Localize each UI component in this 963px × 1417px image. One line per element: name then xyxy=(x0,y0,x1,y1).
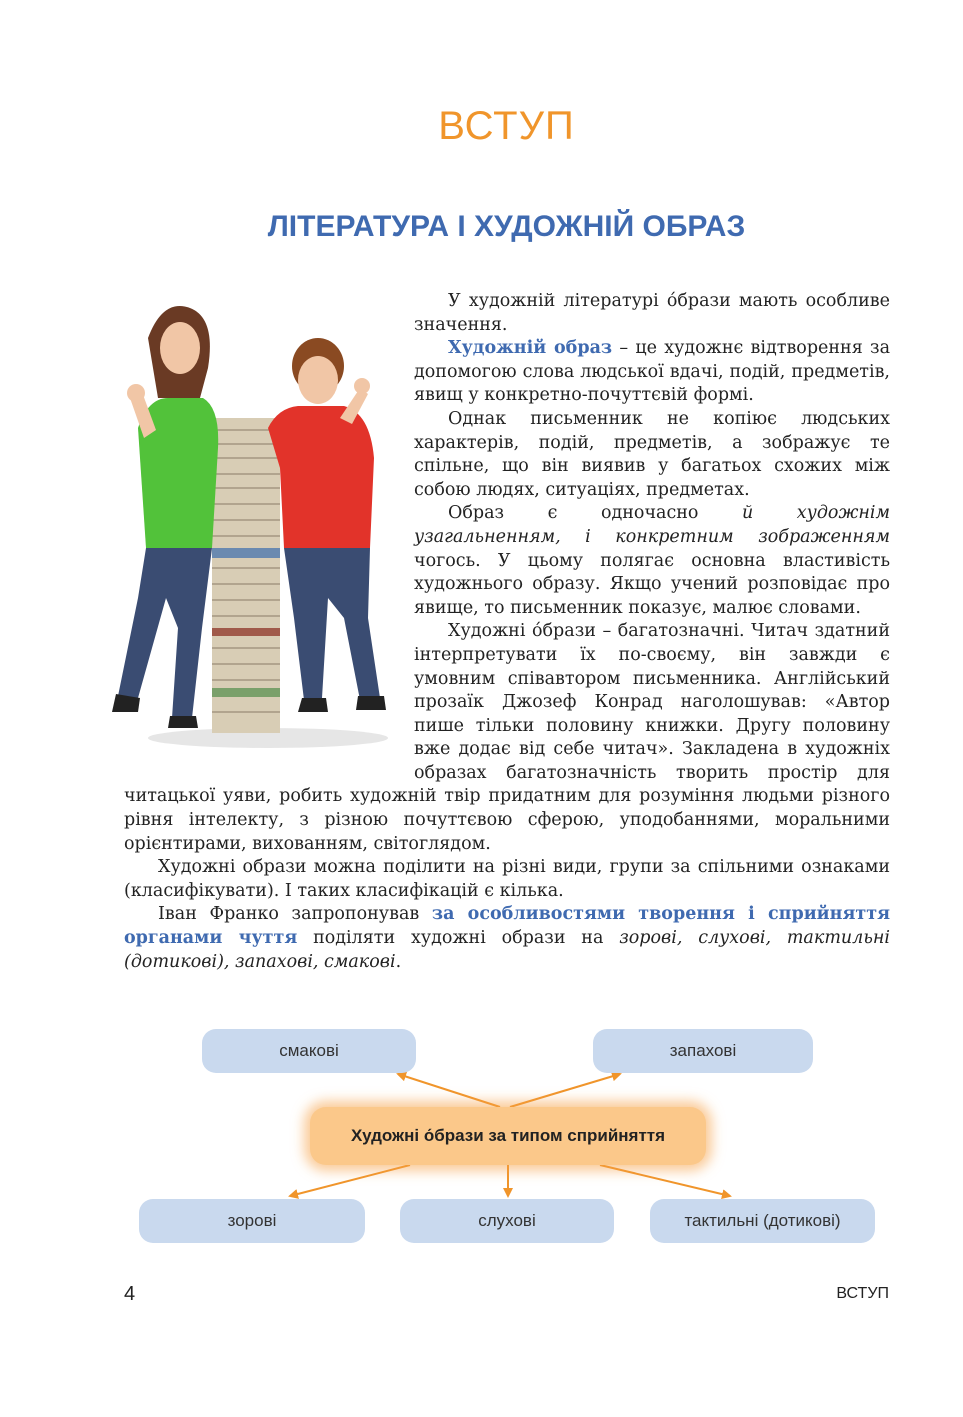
term-highlight: Художній образ xyxy=(448,338,613,359)
paragraph-text: поділяти художні образи на xyxy=(297,928,620,949)
paragraph-text: чогось. У цьому полягає основна властивість художнього образу. Якщо учений розповідає про явище, то письменник показує, малює словами. xyxy=(414,550,890,618)
paragraph xyxy=(124,903,890,974)
paragraph: Однак письменник не копіює людських характерів, подій, предметів, а зображує те спільне, що він виявив у багатьох схожих між собою людях, ситуаціях, предметах. xyxy=(414,408,890,500)
node-slukhovi: слухові xyxy=(400,1199,614,1243)
arrow-to-zorovi xyxy=(290,1165,410,1196)
arrow-to-smakovi xyxy=(398,1074,500,1107)
paragraph: У художній літературі о́брази мають особливе значення. xyxy=(414,291,890,335)
arrow-to-zapakhovi xyxy=(510,1074,620,1107)
arrow-to-taktylni xyxy=(600,1165,730,1196)
node-zapakhovi: запахові xyxy=(593,1029,813,1073)
paragraph-text: – це художнє відтворення за допомогою слова людської вдачі, подій, предметів, явищ у конкретно-почуттєвій формі. xyxy=(414,338,890,406)
paragraph: Художні о́брази – багатозначні. Читач здатний інтерпретувати їх по-своєму, він завжди є умовним співавтором письменника. Англійський прозаїк Джозеф Конрад наголошував: «Автор пише тільки половину книжки. Другу половину вже додає від себе читач». Закладена в художніх образах багатозначність творить простір для читацької уяви, робить художній твір придатним для розуміння людьми різного рівня інтелекту, з різною почуттєвою сферою, уподобаннями, моральними орієнтирами, вихованням, світоглядом. xyxy=(124,621,890,854)
running-head: ВСТУП xyxy=(836,1285,889,1302)
node-zorovi: зорові xyxy=(139,1199,365,1243)
emphasis: зорові, слухові, тактильні (дотикові), запахові, смакові xyxy=(124,928,890,972)
term-highlight: за особливостями творення і сприйняття органами чуття xyxy=(124,904,891,949)
body-text xyxy=(124,290,890,974)
paragraph-text: Іван Франко запропонував xyxy=(158,904,432,925)
paragraph-text: Образ є одночасно xyxy=(448,503,742,524)
page-number: 4 xyxy=(124,1283,136,1305)
paragraph: Художні образи можна поділити на різні види, групи за спільними ознаками (класифікувати). І таких класифікацій є кілька. xyxy=(124,857,890,901)
emphasis: й художнім узагальненням, і конкретним зображенням xyxy=(414,503,890,547)
section-title: ЛІТЕРАТУРА І ХУДОЖНІЙ ОБРАЗ xyxy=(267,210,746,243)
chapter-title: ВСТУП xyxy=(438,104,575,148)
photo-float-spacer xyxy=(124,290,414,776)
node-smakovi: смакові xyxy=(202,1029,416,1073)
paragraph-text: . xyxy=(395,951,402,972)
diagram-center-node: Художні о́брази за типом сприйняття xyxy=(310,1107,706,1165)
node-taktylni: тактильні (дотикові) xyxy=(650,1199,875,1243)
